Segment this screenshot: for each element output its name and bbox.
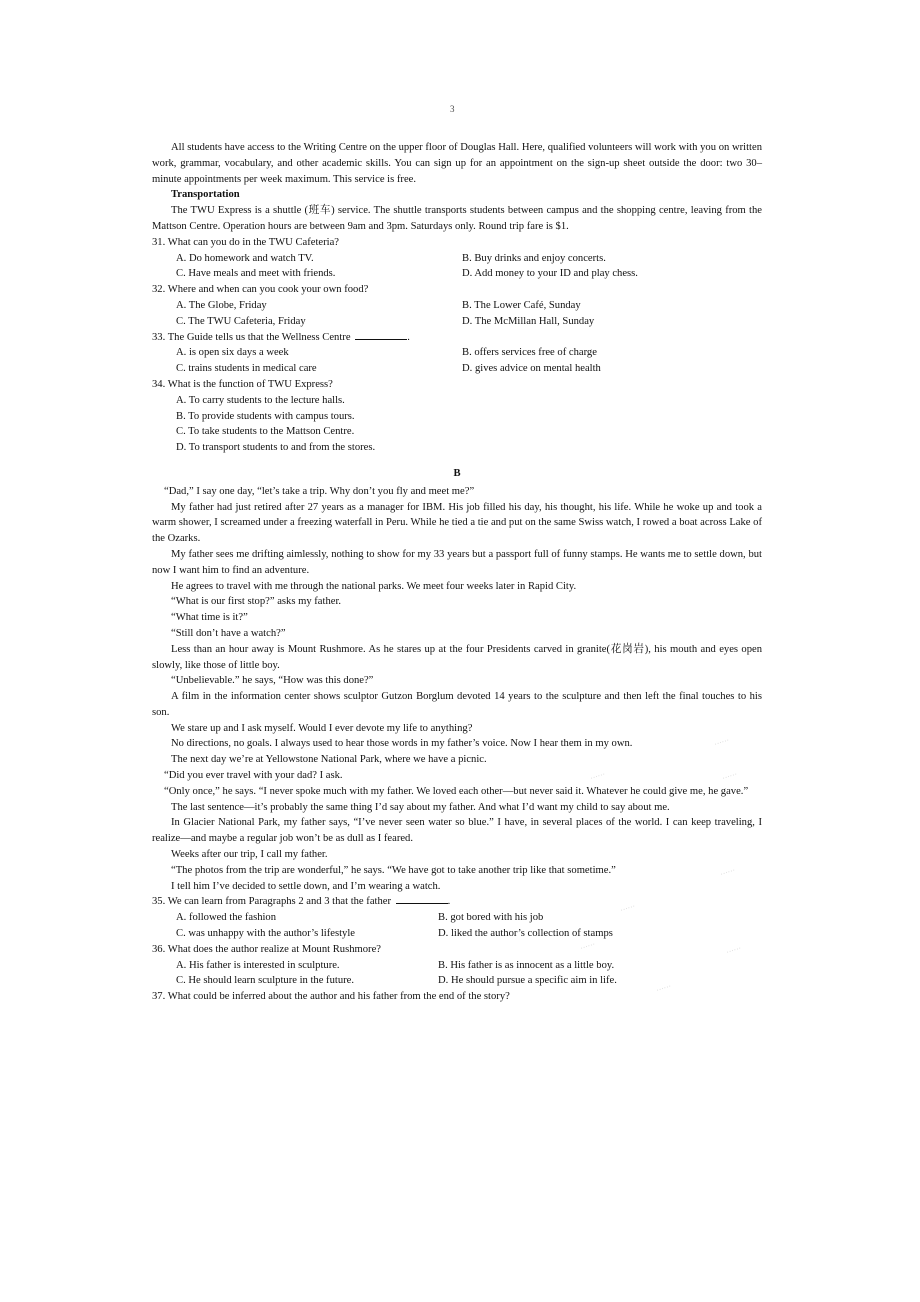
option-b: B. offers services free of charge: [462, 347, 597, 359]
option-b: B. got bored with his job: [438, 912, 544, 924]
question-stem-line: [152, 894, 762, 910]
options-grid: [152, 298, 762, 330]
option-d: D. Add money to your ID and play chess.: [462, 268, 638, 280]
option-a: A. followed the fashion: [176, 912, 277, 924]
heading-transportation: Transportation: [171, 189, 240, 201]
option-c: C. The TWU Cafeteria, Friday: [176, 315, 306, 327]
passage-b-paragraph: I tell him I’ve decided to settle down, and I’m wearing a watch.: [171, 880, 441, 892]
watermark-mark: ······: [588, 769, 607, 784]
question-stem: 33. The Guide tells us that the Wellness Centre: [152, 331, 351, 343]
question-34: [152, 377, 762, 456]
answer-blank: [355, 330, 407, 340]
passage-b-paragraph: No directions, no goals. I always used to hear those words in my father’s voice. Now I hear them in my own.: [171, 738, 633, 750]
passage-b-paragraph: In Glacier National Park, my father says, “I’ve never seen water so blue.” I have, in several places of the world. I can keep traveling, I realize—and maybe a regular job won’t be as dull as I feared.: [152, 817, 762, 845]
watermark-mark: ······: [720, 769, 739, 784]
option-c: C. Have meals and meet with friends.: [176, 268, 336, 280]
option-a: A. His father is interested in sculpture.: [176, 959, 340, 971]
question-stem: 36. What does the author realize at Mount Rushmore?: [152, 943, 381, 955]
passage-b-paragraph: The last sentence—it’s probably the same thing I’d say about my father. And what I’d want my child to say about me.: [171, 801, 670, 813]
question-stem-line: [152, 330, 762, 346]
paragraph-transportation: The TWU Express is a shuttle (班车) service. The shuttle transports students between campus and the shopping centre, leaving from the Mattson Centre. Operation hours are between 9am and 3pm. Saturdays only. Round trip fare is $1.: [152, 205, 762, 232]
stem-end: .: [447, 896, 451, 908]
passage-b-paragraph: “The photos from the trip are wonderful,” he says. “We have got to take another trip like that sometime.”: [171, 864, 616, 876]
passage-b-paragraph: A film in the information center shows sculptor Gutzon Borglum devoted 14 years to the sculpture and then left the final touches to his son.: [152, 691, 762, 718]
answer-blank: [396, 894, 448, 904]
watermark-mark: ······: [578, 939, 597, 954]
section-b-title: B: [453, 467, 461, 479]
question-36: [152, 939, 762, 989]
question-stem: 34. What is the function of TWU Express?: [152, 378, 333, 390]
passage-b-paragraph: “Only once,” he says. “I never spoke much with my father. We loved each other—but never said it. Whatever he could give me, he gave.”: [164, 785, 749, 797]
question-33: [152, 330, 762, 377]
passage-b-paragraph: Less than an hour away is Mount Rushmore. As he stares up at the four Presidents carved in granite(花岗岩), his mouth and eyes open slowly, like those of little boy.: [152, 643, 762, 671]
question-stem: 32. Where and when can you cook your own food?: [152, 284, 369, 296]
passage-b-paragraph: “Did you ever travel with your dad? I ask.: [164, 770, 343, 782]
passage-b-paragraph: “Still don’t have a watch?”: [171, 627, 286, 639]
option-c: C. trains students in medical care: [176, 363, 317, 375]
watermark-mark: ······: [724, 943, 743, 958]
passage-b-paragraph: Weeks after our trip, I call my father.: [171, 849, 328, 861]
passage-b-paragraph: We stare up and I ask myself. Would I ever devote my life to anything?: [171, 722, 473, 734]
option-a: A. Do homework and watch TV.: [176, 252, 314, 264]
option-a: A. is open six days a week: [176, 347, 289, 359]
option-a: A. The Globe, Friday: [176, 299, 267, 311]
watermark-mark: ······: [712, 735, 731, 750]
option-d: D. liked the author’s collection of stamps: [438, 928, 613, 940]
option-b: B. Buy drinks and enjoy concerts.: [462, 252, 606, 264]
option-d: D. The McMillan Hall, Sunday: [462, 315, 595, 327]
stem-end: .: [407, 331, 410, 343]
options-grid: [152, 345, 762, 377]
passage-b-paragraph: “What time is it?”: [171, 612, 248, 624]
question-37: [152, 989, 762, 1005]
question-stem: 31. What can you do in the TWU Cafeteria?: [152, 236, 339, 248]
option-d: D. To transport students to and from the stores.: [176, 442, 376, 454]
option-d: D. gives advice on mental health: [462, 363, 601, 375]
passage-b-paragraph: He agrees to travel with me through the national parks. We meet four weeks later in Rapid City.: [171, 580, 577, 592]
watermark-mark: ······: [718, 865, 737, 880]
option-d: D. He should pursue a specific aim in life.: [438, 975, 617, 987]
question-32: [152, 282, 762, 329]
passage-b: [152, 484, 762, 895]
passage-b-paragraph: “Dad,” I say one day, “let’s take a trip. Why don’t you fly and meet me?”: [164, 485, 475, 497]
options-grid: [152, 251, 762, 283]
question-stem: 37. What could be inferred about the author and his father from the end of the story?: [152, 991, 510, 1003]
paragraph-writing-centre: All students have access to the Writing Centre on the upper floor of Douglas Hall. Here, qualified volunteers will work with you on written work, grammar, vocabulary, and other academic skills. You can sign up for an appointment on the sign-up sheet outside the door: two 30–minute appointments per week maximum. This service is free.: [152, 142, 762, 185]
passage-b-paragraph: The next day we’re at Yellowstone National Park, where we have a picnic.: [171, 754, 487, 766]
watermark-mark: ······: [618, 901, 637, 916]
option-c: C. He should learn sculpture in the future.: [176, 975, 354, 987]
passage-b-paragraph: My father sees me drifting aimlessly, nothing to show for my 33 years but a passport full of funny stamps. He wants me to settle down, but now I want him to find an adventure.: [152, 548, 762, 576]
passage-b-paragraph: “What is our first stop?” asks my father.: [171, 596, 342, 608]
option-b: B. His father is as innocent as a little boy.: [438, 959, 615, 971]
exam-page-content: [152, 140, 762, 1005]
option-b: B. To provide students with campus tours.: [176, 410, 355, 422]
watermark-mark: ······: [654, 981, 673, 996]
passage-b-paragraph: “Unbelievable.” he says, “How was this done?”: [171, 675, 374, 687]
option-c: C. To take students to the Mattson Centre.: [176, 426, 355, 438]
options-grid: [152, 910, 762, 942]
page-number: 3: [450, 104, 455, 114]
question-31: [152, 235, 762, 282]
question-stem: 35. We can learn from Paragraphs 2 and 3 that the father: [152, 896, 391, 908]
question-35: [152, 894, 762, 941]
option-c: C. was unhappy with the author’s lifestyle: [176, 928, 355, 940]
passage-b-paragraph: My father had just retired after 27 years as a manager for IBM. His job filled his day, his thought, his life. While he woke up and took a warm shower, I screamed under a freezing waterfall in Peru. While he tied a tie and put on the same Swiss watch, I rowed a boat across Lake of the Ozarks.: [152, 501, 762, 545]
option-b: B. The Lower Café, Sunday: [462, 299, 581, 311]
option-a: A. To carry students to the lecture halls.: [176, 394, 345, 406]
